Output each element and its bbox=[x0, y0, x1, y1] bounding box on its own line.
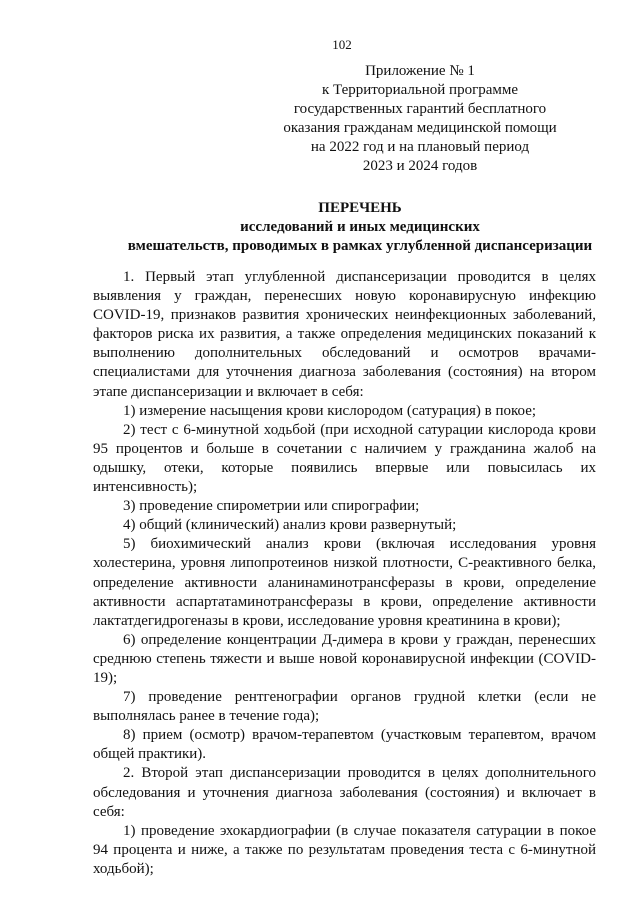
body-text bbox=[93, 268, 596, 879]
appendix-line: на 2022 год и на плановый период bbox=[310, 139, 530, 155]
list-item: 2) тест с 6-минутной ходьбой (при исходной сатурации кислорода крови 95 процентов и больше в сочетании с наличием у гражданина жалоб на одышку, отеки, которые появились впервые или повысилась их интенсивность); bbox=[93, 421, 596, 496]
paragraph-stage-two: 2. Второй этап диспансеризации проводится в целях дополнительного обследования и уточнения диагноза заболевания (состояния) и включает в себя: bbox=[93, 765, 596, 820]
list-item: 3) проведение спирометрии или спирографии; bbox=[123, 498, 420, 515]
appendix-line: оказания гражданам медицинской помощи bbox=[283, 120, 557, 136]
paragraph-stage-one: 1. Первый этап углубленной диспансеризации проводится в целях выявления у граждан, перенесших новую коронавирусную инфекцию COVID-19, признаков развития хронических неинфекционных заболеваний, факторов риска их развития, а также определения медицинских показаний к выполнению дополнительных обследований и осмотров врачами-специалистами для уточнения диагноза заболевания (состояния) на втором этапе диспансеризации и включает в себя: bbox=[93, 269, 596, 400]
list-item: 1) проведение эхокардиографии (в случае показателя сатурации в покое 94 процента и ниже, а также по результатам проведения теста с 6-минутной ходьбой); bbox=[93, 822, 596, 877]
appendix-line: Приложение № 1 bbox=[365, 63, 475, 79]
appendix-line: 2023 и 2024 годов bbox=[362, 158, 478, 174]
list-item: 5) биохимический анализ крови (включая исследования уровня холестерина, уровня липопротеинов низкой плотности, С-реактивного белка, определение активности аланинаминотрансферазы в крови, определение активности аспартатаминотрансферазы в крови, определение активности лактатдегидрогеназы в крови, исследование уровня креатинина в крови); bbox=[93, 536, 596, 629]
appendix-header bbox=[250, 62, 590, 176]
list-item: 1) измерение насыщения крови кислородом (сатурация) в покое; bbox=[123, 402, 537, 419]
title-line: вмешательств, проводимых в рамках углубленной диспансеризации bbox=[127, 238, 593, 254]
list-item: 6) определение концентрации Д-димера в крови у граждан, перенесших среднюю степень тяжести и выше новой коронавирусной инфекции (COVID-19); bbox=[93, 631, 596, 686]
list-item: 4) общий (клинический) анализ крови развернутый; bbox=[123, 517, 457, 534]
list-item: 7) проведение рентгенографии органов грудной клетки (если не выполнялась ранее в течение года); bbox=[93, 689, 596, 725]
appendix-line: государственных гарантий бесплатного bbox=[293, 101, 547, 117]
appendix-line: к Территориальной программе bbox=[321, 82, 519, 98]
page-number: 102 bbox=[332, 37, 352, 52]
title-heading: ПЕРЕЧЕНЬ bbox=[318, 200, 402, 216]
document-title bbox=[100, 199, 620, 256]
list-item: 8) прием (осмотр) врачом-терапевтом (участковым терапевтом, врачом общей практики). bbox=[93, 727, 596, 763]
title-line: исследований и иных медицинских bbox=[240, 219, 480, 235]
